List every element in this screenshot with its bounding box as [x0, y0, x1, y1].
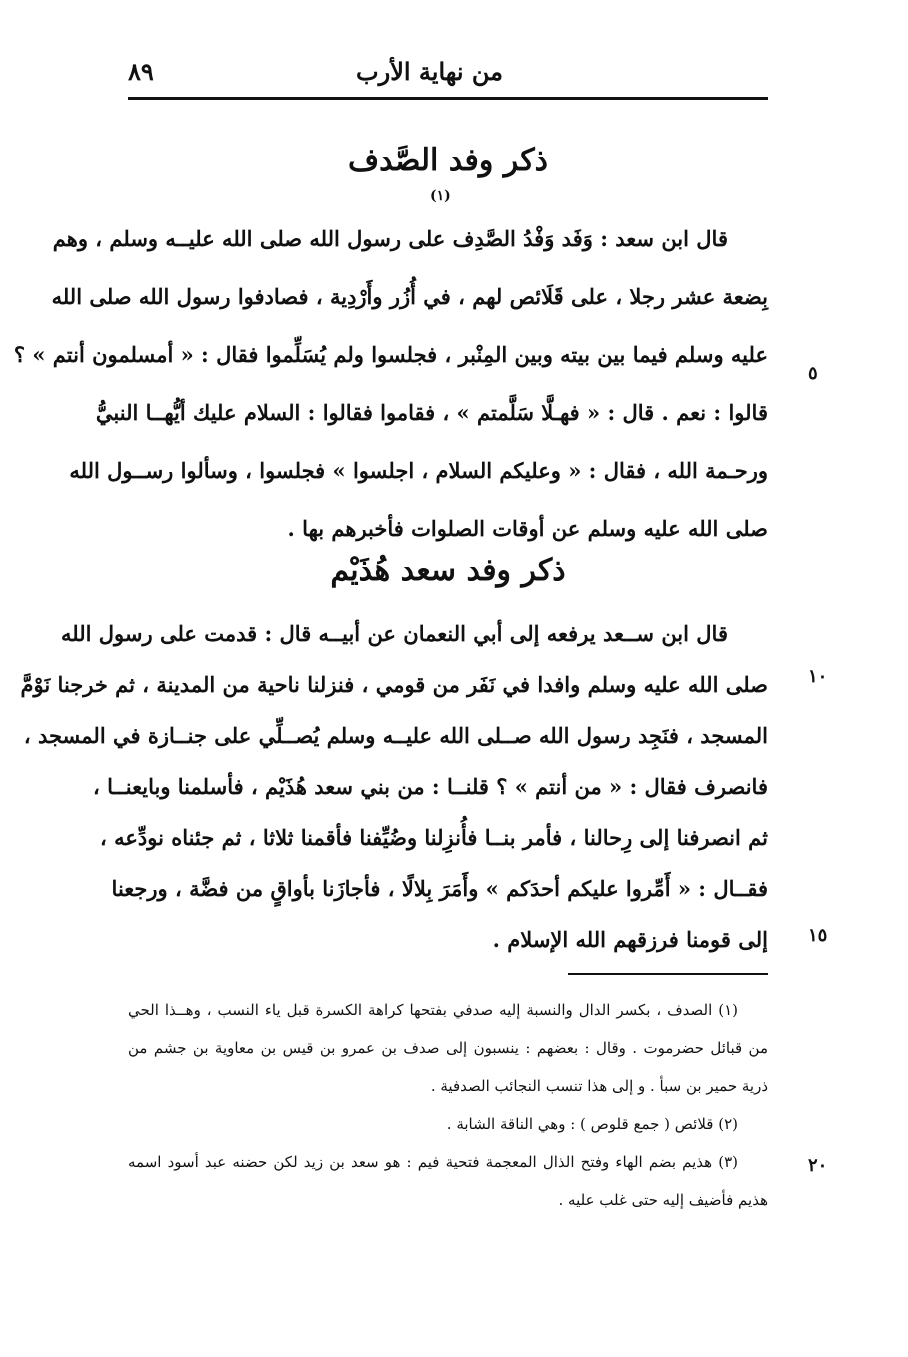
footnote-line: (٢) قلائص ( جمع قلوص ) : وهي الناقة الشابة .: [446, 1115, 738, 1133]
text-line: قالوا : نعم . قال : « فهـلَّا سَلَّمتم » ، فقاموا فقالوا : السلام عليك أيُّهــا النبيُّ: [95, 400, 768, 425]
line-number-margin: ٢٠: [808, 1155, 828, 1176]
footnote-line: (١) الصدف ، بكسر الدال والنسبة إليه صدفي بفتحها كراهة الكسرة قبل ياء النسب ، وهــذا الحي: [128, 1001, 738, 1019]
footnote-line: (٣) هذيم بضم الهاء وفتح الذال المعجمة فتحية فيم : هو سعد بن زيد لكن حضنه عبد أسود اسمه: [128, 1153, 738, 1171]
text-line: ورحـمة الله ، فقال : « وعليكم السلام ، اجلسوا » فجلسوا ، وسألوا رســول الله: [69, 458, 768, 483]
section-heading-sadaf: [128, 143, 768, 178]
footnote-ref-1: (١): [430, 188, 451, 204]
footnote-line: من قبائل حضرموت . وقال : بعضهم : ينسبون إلى صدف بن عمرو بن قيس بن معاوية بن جشم من: [128, 1039, 768, 1057]
text-line: المسجد ، فنَجِد رسول الله صــلى الله عليــه وسلم يُصــلِّي على جنــازة في المسجد ،: [23, 723, 768, 748]
text-line: فانصرف فقال : « من أنتم » ؟ قلنــا : من بني سعد هُذَيْم ، فأسلمنا وبايعنــا ،: [92, 774, 768, 799]
text-line: عليه وسلم فيما بين بيته وبين المِنْبر ، فجلسوا ولم يُسَلِّموا فقال : « أمسلمون أنتم » ؟: [13, 342, 768, 367]
section-title: ذكر وفد الصَّدف: [348, 143, 548, 178]
page-header: [128, 55, 768, 95]
text-line: إلى قومنا فرزقهم الله الإسلام .: [492, 927, 768, 952]
line-number-margin: ١٥: [808, 925, 828, 946]
text-line: فقــال : « أَمِّروا عليكم أحدَكم » وأَمَرَ بِلالًا ، فأجازَنا بأواقٍ من فضَّة ، ورجعنا: [111, 876, 768, 901]
section-title: ذكر وفد سعد هُذَيْم: [330, 553, 566, 588]
text-line: بِضعة عشر رجلا ، على قَلَائص لهم ، في أُزُر وأَرْدِية ، فصادفوا رسول الله صلى الله: [51, 284, 768, 309]
header-rule: [128, 97, 768, 100]
text-line: ثم انصرفنا إلى رِحالنا ، فأمر بنــا فأُنزِلنا وضُيِّفنا فأقمنا ثلاثا ، ثم جئناه نودِّعه ،: [100, 825, 768, 850]
page-number: ٨٩: [128, 57, 154, 86]
text-line: صلى الله عليه وسلم عن أوقات الصلوات فأخبرهم بها .: [287, 516, 768, 541]
text-line: قال ابن ســعد يرفعه إلى أبي النعمان عن أبيــه قال : قدمت على رسول الله: [61, 621, 728, 646]
line-number-margin: ١٠: [808, 666, 828, 687]
line-number-margin: ٥: [808, 363, 818, 384]
text-line: صلى الله عليه وسلم وافدا في نَفَر من قومي ، فنزلنا ناحية من المدينة ، ثم خرجنا نَوْمَّ: [20, 672, 768, 697]
footnote-rule: [568, 973, 768, 975]
footnote-line: هذيم فأضيف إليه حتى غلب عليه .: [558, 1191, 768, 1209]
running-title: من نهاية الأرب: [356, 57, 503, 86]
section-heading-saad-hudhaym: [128, 553, 768, 588]
text-line: قال ابن سعد : وَفَد وَفْدُ الصَّدِف على رسول الله صلى الله عليــه وسلم ، وهم: [52, 226, 728, 251]
footnote-line: ذرية حمير بن سبأ . و إلى هذا تنسب النجائب الصدفية .: [430, 1077, 768, 1095]
